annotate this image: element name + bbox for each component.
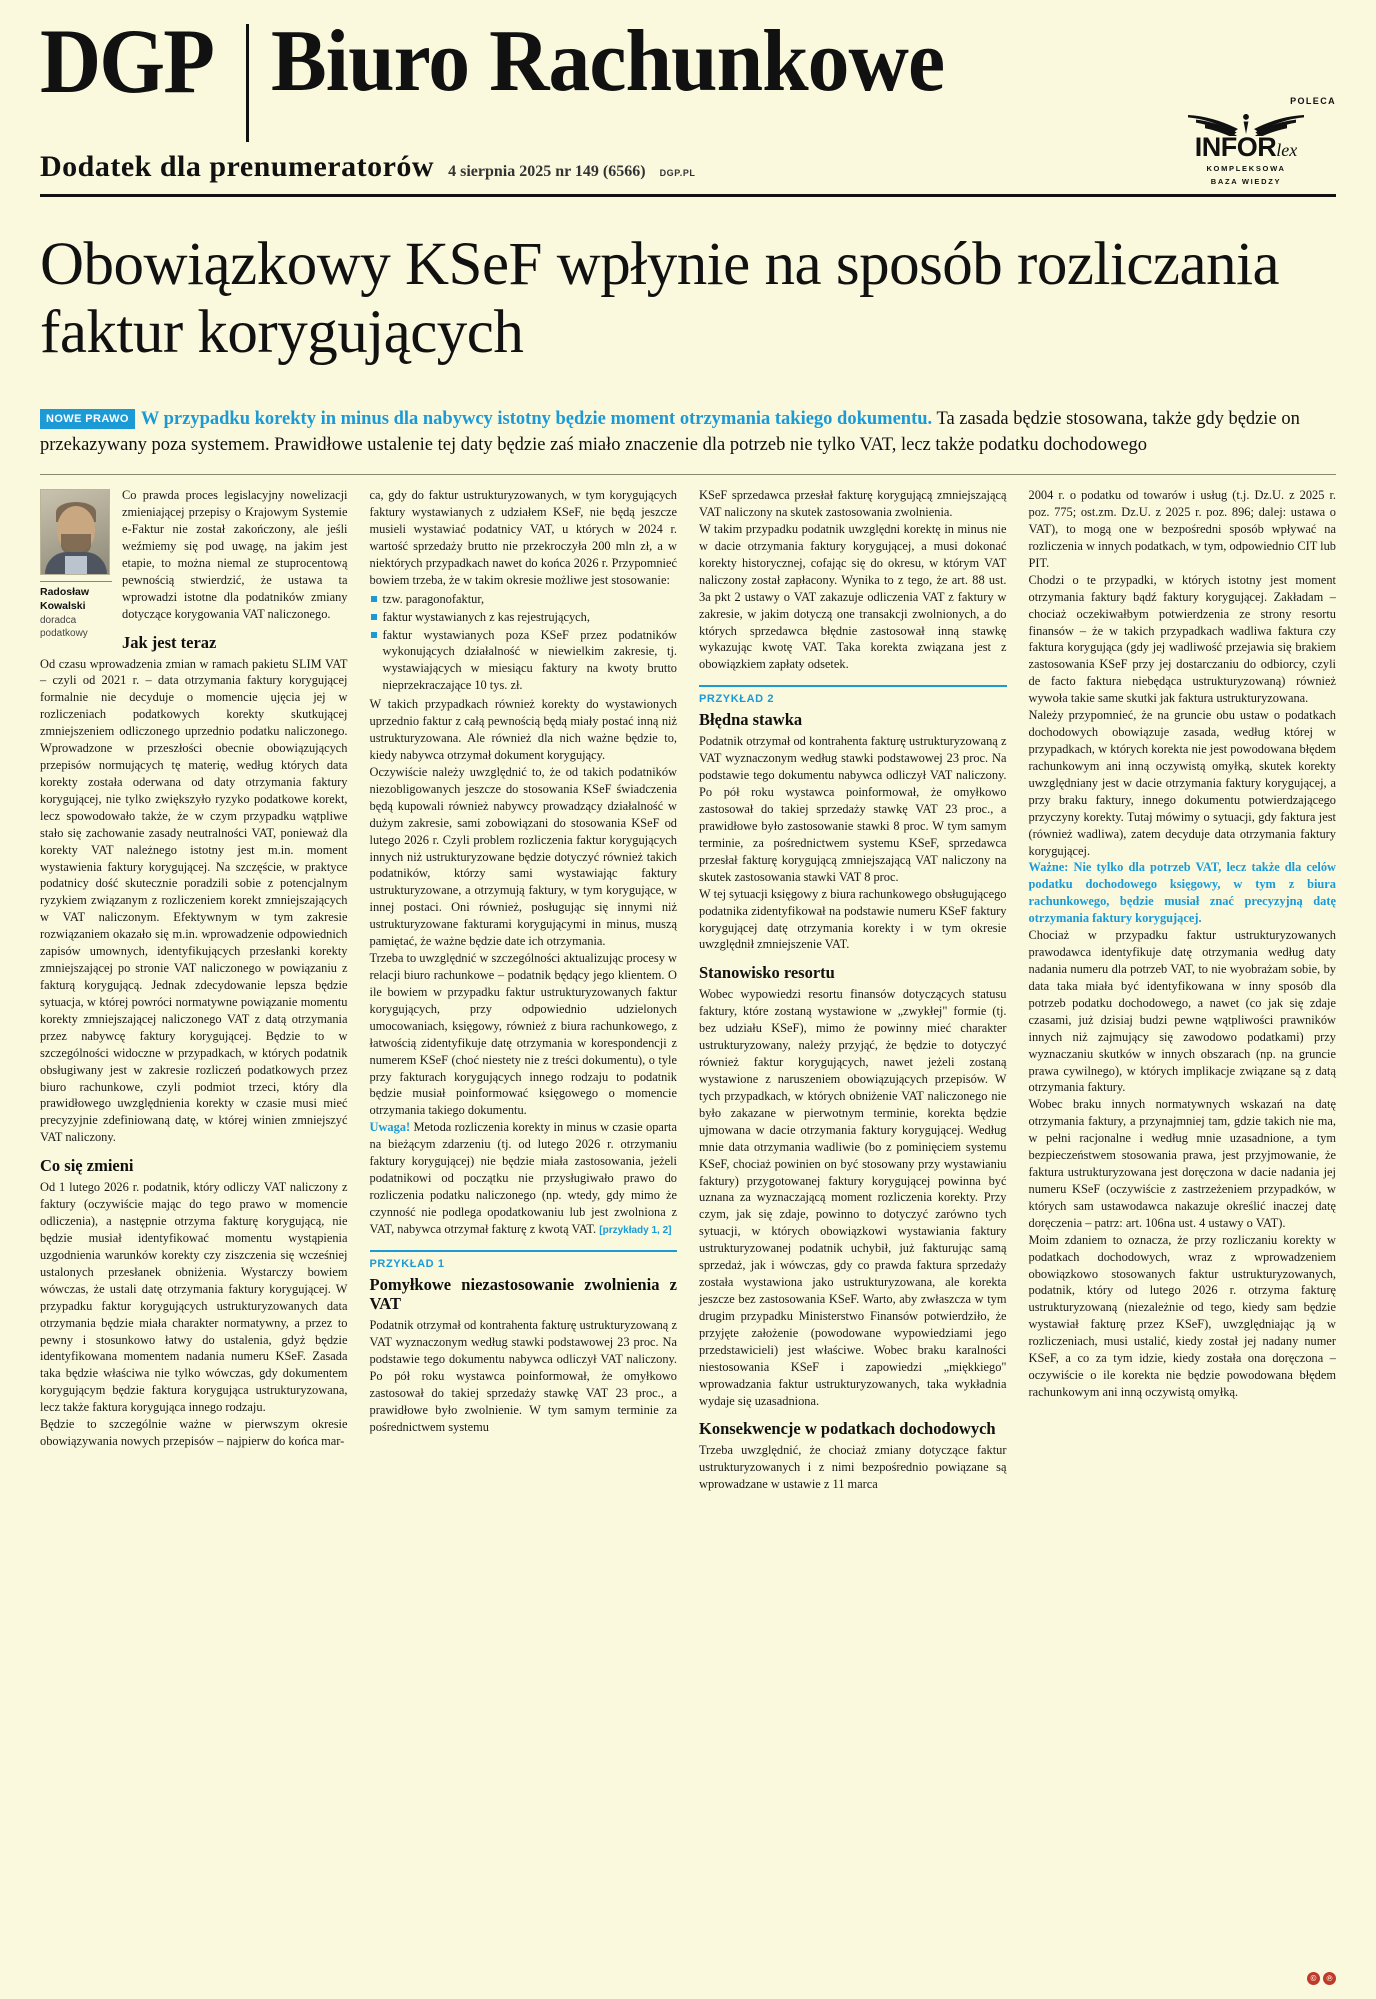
author-role: doradca podatkowy [40,615,88,639]
col4-p6: Moim zdaniem to oznacza, że przy rozliczaniu korekty w podatkach dochodowych, wraz z wprowadzeniem obowiązkowo stosowanych faktur ustrukturyzowanych, podatnik, który od lutego 2026 r. otrzyma fakturę ustrukturyzowaną (niezależnie od tego, kiedy sam będzie wystawiał fakturę przez KSeF), uwzględniając ją w rozliczeniach, musi ustalić, kiedy został jej nadany numer KSeF, a co za tym idzie, kiedy została ona doręczona – oczywiście o ile korekta nie będzie powodowana błędem rachunkowym ani inną oczywistą omyłką. [1028,1232,1336,1400]
col3-p4: Trzeba uwzględnić, że chociaż zmiany dotyczące faktur ustrukturyzowanych i z nimi bezpośrednio powiązane są wprowadzane w ustawie z 11 marca [699,1443,1007,1492]
list-item: tzw. paragonofaktur, [370,591,678,608]
wazne-text: Nie tylko dla potrzeb VAT, lecz także dla celów podatku dochodowego księgowy, w tym z biura rachunkowego, będzie musiał znać precyzyjną datę otrzymania faktury korygującej. [1028,860,1336,926]
logo-divider [246,24,249,142]
subheading-stanowisko-resortu: Stanowisko resortu [699,963,835,983]
col3-example-after: W tej sytuacji księgowy z biura rachunkowego obsługującego podatnika zidentyfikował na podstawie numeru KSeF faktury korygującej datę otrzymania korekty i w tym okresie uwzględnił zmniejszenie VAT. [699,886,1007,952]
subheading-jak-jest-teraz: Jak jest teraz [122,632,217,652]
example-box-1 [370,1250,678,1436]
issue-date: 4 sierpnia 2025 nr 149 (6566) [448,163,646,180]
copyright-mark [1307,1972,1336,1985]
col4-p2: Chodzi o te przypadki, w których istotny jest moment otrzymania faktury bądź faktury korygującej. Zakładam – chociaż oczekiwałbym potwierdzenia ze strony resortu finansów – że w takich przypadkach wadliwa faktura czy faktura korygująca (gdy jej wadliwość przejawia się brakiem zastosowania KSeF przy jej dostarczaniu do odbiorcy, czyli de facto faktura niebędąca ustrukturyzowaną) również wywoła takie same skutki jak faktura ustrukturyzowana. [1028,572,1336,706]
avatar-shirt [65,556,87,574]
col4-p4: Chociaż w przypadku faktur ustrukturyzowanych prawodawca identyfikuje datę otrzymania według daty nadania numeru dla potrzeb VAT, to nie wyobrażam sobie, by data taka miała być identyfikowana w inny sposób dla potrzeb podatku dochodowego, a nawet (co jak się zdaje czasami, już dzisiaj budzi pewne wątpliwości prawników innych niż zajmujący się zawodowo podatkami) przy wyznaczaniu skutków w innych obszarach (np. na gruncie prawa cywilnego), w których implikacje związane są z datą otrzymania faktury. [1028,928,1336,1095]
col3-p3: Wobec wypowiedzi resortu finansów dotyczących statusu faktury, które zostaną wystawione w „zwykłej" formie (tj. bez udziału KSeF), mimo że powinny mieć charakter ustrukturyzowany, należy przyjąć, że będzie to dotyczyć również faktur korygujących, nawet jeżeli zostaną wystawione z naruszeniem obowiązujących przepisów. W tych przypadkach, w których obniżenie VAT naliczonego nie było zakazane w pierwotnym terminie, korekta będzie ujmowana w dacie otrzymania faktury korygującej. Według mnie data otrzymania wadliwie (bo z pominięciem systemu KSeF, chociaż powinien on być stosowany przy wystawianiu faktury) przygotowanej faktury korygującej powinna być uznana za wyznaczającą moment rozliczenia korekty. Przy czym, jak się zdaje, powinno to dotyczyć zarówno tych sytuacji, w których obowiązkowi wystawiania faktury ustrukturyzowanej podatnik uchybił, już fakturując samą sprzedaż, jak i wówczas, gdy co prawda faktura sprzedaży została wystawiona jako ustrukturyzowana, ale korekta jeszcze bez zastosowania KSeF. Warto, aby zwłaszcza w tym drugim przypadku Ministerstwo Finansów potwierdziło, że przyjęte założenie (powodowane wypowiedziami jego przedstawicieli) jest właściwe. Wobec braku karalności niestosowania KSeF i zapowiedzi „miękkiego" wprowadzania faktur ustrukturyzowanych, taka wykładnia wydaje się uzasadniona. [699,987,1007,1408]
brand-dgp[interactable]: DGP [40,10,214,112]
col2-uwaga [370,1119,678,1237]
column-3 [699,487,1007,1493]
cross-reference-link[interactable]: [przykłady 1, 2] [599,1224,672,1236]
infor-lex-suffix: lex [1276,140,1298,160]
author-name: Radosław Kowalski [40,586,90,612]
sponsor-infor-block[interactable] [1156,96,1336,188]
page-title: Obowiązkowy KSeF wpłynie na sposób rozliczania faktur korygujących [40,231,1280,367]
wazne-label: Ważne: [1028,860,1069,875]
column-1 [40,487,348,1493]
example-2-title: Błędna stawka [699,710,803,730]
example-2-rule [699,685,1007,687]
lede-paragraph [40,406,1336,459]
col2-p4: Trzeba to uwzględnić w szczególności aktualizując procesy w relacji biuro rachunkowe – podatnik będący jego klientem. O ile bowiem w przypadku faktur ustrukturyzowanych faktur korygujących, przy odpowiednio udzielonych umocowaniach, księgowy, również z biura rachunkowego, z łatwością zidentyfikuje datę otrzymania w korespondencji z numerem KSeF (choć niestety nie z treści dokumentu), o tyle przy fakturach korygujących innego rodzaju to podatnik będzie musiał poinformować księgowego o momencie otrzymania takiego dokumentu. [369,951,677,1118]
col2-p2: W takich przypadkach również korekty do wystawionych uprzednio faktur z całą pewnością będą miały postać inną niż ustrukturyzowana. Ale również dla nich ważne będzie to, kiedy nabywca otrzymał dokument korygujący. [369,697,677,762]
col2-bullet-list [370,591,678,695]
infor-tagline-1: KOMPLEKSOWA [1206,164,1286,173]
infor-tagline-2: BAZA WIEDZY [1210,177,1282,187]
poleca-label: POLECA [1290,96,1336,106]
subheading-konsekwencje: Konsekwencje w podatkach dochodowych [699,1419,996,1439]
example-2-body: Podatnik otrzymał od kontrahenta fakturę ustrukturyzowaną z VAT wyznaczonym według stawki podstawowej 23 proc. Na podstawie tego dokumentu nabywca odliczył VAT naliczony. Po pół roku wystawca poinformował, że omyłkowo zastosował do takiej sprzedaży stawkę VAT 23 proc., a prawidłowe było zastosowanie stawki 8 proc. W tym samym terminie, za pośrednictwem systemu KSeF, sprzedawca przesłał fakturę korygującą zmniejszającą VAT naliczony na skutek zastosowania stawki VAT 8 proc. [699,734,1007,884]
col1-intro: Co prawda proces legislacyjny nowelizacji zmieniającej przepisy o Krajowym Systemie e-Faktur nie został zakończony, ale jeśli weźmiemy się pod uwagę, na jakim jest etapie, to można niemal ze stuprocentową pewnością stwierdzić, że ustawa ta wprowadzi istotne dla podatników zmiany dotyczące korygowania VAT naliczonego. [122,488,348,621]
uwaga-label: Uwaga! [369,1120,411,1135]
site-url[interactable]: DGP.PL [659,168,696,178]
column-2 [370,487,678,1493]
author-block [40,489,112,640]
status-badge: NOWE PRAWO [40,409,135,429]
masthead-rule [40,194,1336,197]
article-body [40,487,1336,1493]
brand-biuro-rachunkowe[interactable]: Biuro Rachunkowe [271,13,945,110]
infor-wordmark: INFORlex [1194,132,1298,162]
col4-p1: 2004 r. o podatku od towarów i usług (t.j. Dz.U. z 2025 r. poz. 775; ost.zm. Dz.U. z 2025 r. poz. 896; dalej: ustawa o VAT), to mogą one w bezpośredni sposób wpływać na rozliczenia w innych podatkach, w tym, odpowiednio CIT lub PIT. [1028,488,1336,570]
col4-p5: Wobec braku innych normatywnych wskazań na datę otrzymania faktury, a przynajmniej tam, gdzie takich nie ma, w pełni racjonalne i według mnie uzasadnione, a tym bezpieczeństwem stosowania prawa, jest przyjmowanie, że faktura ustrukturyzowana jest doręczona w dacie nadania jej numeru KSeF (oczywiście z zastrzeżeniem przypadków, w których sam ustawodawca nakazuje określić inaczej datę doręczenia – patrz: art. 106na ust. 4 ustawy o VAT). [1028,1097,1336,1230]
list-item: faktur wystawianych poza KSeF przez podatników wykonujących działalność w niewielkim zakresie, tj. wystawiających w miesiącu faktury na kwoty brutto nieprzekraczające 10 tys. zł. [370,627,678,695]
col3-p1: KSeF sprzedawca przesłał fakturę korygującą zmniejszającą VAT naliczony na skutek zastosowania zwolnienia. [699,488,1007,520]
col1-p3: Będzie to szczególnie ważne w pierwszym okresie obowiązywania nowych przepisów – najpierw do końca mar- [40,1417,348,1449]
col2-p3: Oczywiście należy uwzględnić to, że od takich podatników niezobligowanych jeszcze do stosowania KSeF świadczenia będą kupowali również nabywcy prowadzący działalność w dużym zakresie, sami zobowiązani do stosowania KSeF od lutego 2026 r. Czyli problem rozliczenia faktur korygujących innych niż ustrukturyzowane będzie dotyczyć również takich podatników, którzy sami wystawiając faktury ustrukturyzowane, a otrzymują faktury, w tym korygujące, w innej postaci. Oni również, posługując się innymi niż ustrukturyzowane fakturami korygującymi in minus, muszą pamiętać, że ważne będzie date ich otrzymania. [369,764,677,949]
list-item: faktur wystawianych z kas rejestrujących, [370,609,678,626]
example-1-body: Podatnik otrzymał od kontrahenta fakturę ustrukturyzowaną z VAT wyznaczonym według stawki podstawowej 23 proc. Na podstawie tego dokumentu nabywca odliczył VAT naliczony. Po pół roku wystawca poinformował, że omyłkowo zastosował do takiej sprzedaży stawkę VAT 23 proc., a prawidłowe było zwolnienie. W tym samym terminie za pośrednictwem systemu [369,1317,677,1434]
col1-p2: Od 1 lutego 2026 r. podatnik, który odliczy VAT naliczony z faktury (oczywiście mając do tego prawo w momencie odliczenia), a następnie otrzyma fakturę korygującą, nie będzie musiał identyfikować momentu wystąpienia uzgodnienia warunków korekty czy ziszczenia się wcześniej ustalonych przesłanek obniżenia. Wystarczy bowiem wówczas, że ustali datę otrzymania faktury korygującej. W przypadku faktur korygujących ustrukturyzowanych data otrzymania będzie miała charakter normatywny, a przez to pewny i stosunkowo łatwy do ustalenia, gdyż będzie identyfikowana momentem nadania numeru KSeF. Zasada taka będzie właściwa nie tylko wówczas, gdy dokumentem korygującym będzie faktura korygująca ustrukturyzowana, lecz także faktura korygująca innego rodzaju. [40,1180,348,1415]
column-4 [1029,487,1337,1493]
published-icon: ℗ [1323,1972,1336,1985]
example-1-rule [370,1250,678,1252]
col4-wazne [1029,859,1337,927]
lede-bold: W przypadku korekty in minus dla nabywcy istotny będzie moment otrzymania takiego dokumentu. [140,408,933,429]
col2-p1: ca, gdy do faktur ustrukturyzowanych, w tym korygujących faktury wystawianych z udziałem KSeF, nie będą jeszcze musieli wystawiać podatnicy VAT, u których w 2024 r. wartość sprzedaży brutto nie przekroczyła 200 mln zł, a w niektórych przypadkach nawet do końca 2026 r. Przypomnieć bowiem trzeba, że w takim okresie możliwe jest stosowanie: [369,488,677,587]
brand-logo-row [40,10,1336,142]
example-2-label: PRZYKŁAD 2 [699,693,775,706]
copyright-icon: © [1307,1972,1320,1985]
col3-p2: W takim przypadku podatnik uwzględni korektę in minus nie w dacie otrzymania faktury korygującej, a musi dokonać korekty historycznej, cofając się do okresu, w którym VAT naliczony został zapłacony. Wynika to z tego, że art. 88 ust. 3a pkt 2 ustawy o VAT zakazuje odliczenia VAT z faktury w zakresie, w jakim dotyczą one transakcji zwolnionych, a do których sprzedawca błędnie zastosował inną stawkę wykazując kwotę VAT. Taka korekta związana jest z obowiązkiem zapłaty odsetek. [699,522,1007,672]
supplement-label: Dodatek dla prenumeratorów [40,150,435,183]
col4-p3: Należy przypomnieć, że na gruncie obu ustaw o podatkach dochodowych obowiązuje zasada, według której w przypadkach, w których korekta nie jest powodowana błędem rachunkowym ani inną oczywistą omyłką, skutek korekty uwzględniany jest w dacie otrzymania faktury korygującej, a przy braku faktury, innego dokumentu potwierdzającego przyczyny korekty. Tutaj mówimy o sytuacji, gdy faktura jest (również wadliwa), zatem decyduje data otrzymania faktury korygującej. [1028,708,1336,858]
lede-rest: Ta zasada będzie stosowana, także gdy będzie on przekazywany poza systemem. Prawidłowe ustalenie tej daty będzie zaś miało znaczenie dla potrzeb nie tylko VAT, lecz także podatku dochodowego [40,408,1300,455]
example-box-2 [699,685,1007,885]
lede-rule [40,474,1336,475]
avatar [40,489,110,575]
col1-p1: Od czasu wprowadzenia zmian w ramach pakietu SLIM VAT – czyli od 2021 r. – data otrzymania faktury korygującej formalnie nie decyduje o momencie ujęcia jej w rozliczeniach podatkowych korekty skutkującej zmniejszeniem odliczonego uprzednio podatku naliczonego. Wprowadzone w przeszłości obecnie obowiązujących przepisów normujących tę materię, według których data korekty została oderwana od daty otrzymania faktury korygującej, nie tylko zwiększyło ryzyko podatkowe korekt, lecz spowodowało także, że w czym przypadku wątpliwe stało się zachowanie zasady neutralności VAT, ponieważ dla korekty VAT należnego istotny jest m.in. moment wystawienia faktury korygującej. Na szczęście, w praktyce podatnicy dość skutecznie poradzili sobie z potencjalnym ryzykiem związanym z rozliczeniem korekt zmniejszających w VAT naliczonym. Efektywnym w tym zakresie rozwiązaniem okazało się m.in. wprowadzenie odpowiednich zapisów umownych, identyfikujących przesłanki korekty zmniejszającej po stronie VAT naliczonego w powiązaniu z fakturą korygującą. Jednak zdecydowanie lepsza będzie sytuacja, w której powróci normatywne powiązanie momentu korekty zmniejszającej naliczonego VAT z datą otrzymania przez nabywcę faktury korygującej. Będzie to w szczególności widoczne w przypadkach, w których podatnik obsługiwany jest w zakresie rozliczeń podatkowych przez biuro rachunkowe, czyli podmiot trzeci, który dla prawidłowego uwzględnienia korekty w czasie musi mieć precyzyjnie zdefiniowaną datę, w której winien zmniejszyć VAT naliczony. [40,656,348,1145]
example-1-label: PRZYKŁAD 1 [369,1257,445,1270]
example-1-title: Pomyłkowe niezastosowanie zwolnienia z VAT [369,1274,677,1313]
subheading-co-sie-zmieni: Co się zmieni [40,1156,134,1176]
dateline [40,150,1336,192]
author-divider [40,581,112,582]
uwaga-text: Metoda rozliczenia korekty in minus w czasie oparta na bieżącym zdarzeniu (tj. od lutego 2026 r. otrzymaniu faktury korygującej) nie będzie miała zastosowania, jeżeli podatnikowi od początku nie przysługiwało prawo do rozliczenia podatku naliczonego (np. wtedy, gdy mimo że czynność nie podlega opodatkowaniu lub jest zwolniona z VAT, nabywca otrzymał fakturę z kwotą VAT. [369,1120,677,1236]
